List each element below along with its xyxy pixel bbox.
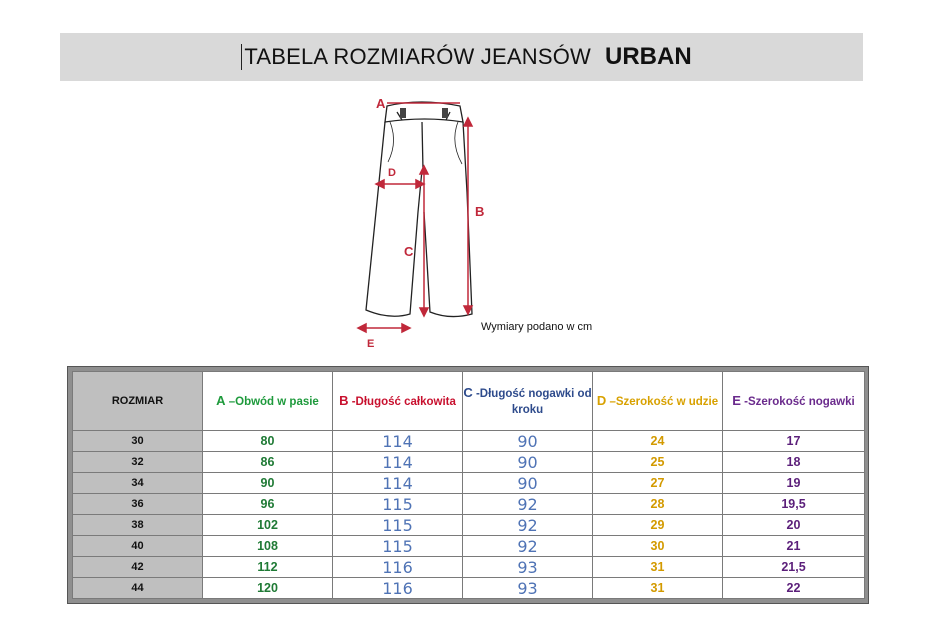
table-row	[73, 494, 865, 515]
table-row	[73, 557, 865, 578]
header-b-text: -Długość całkowita	[348, 395, 456, 408]
header-d-text: –Szerokość w udzie	[606, 395, 719, 408]
cell-size: 44	[73, 578, 203, 599]
jeans-outline	[366, 102, 472, 317]
cell-c: 90	[463, 473, 593, 494]
cell-e: 18	[723, 452, 865, 473]
header-e	[723, 372, 865, 431]
cell-size: 40	[73, 536, 203, 557]
cell-size: 38	[73, 515, 203, 536]
table-row	[73, 515, 865, 536]
cell-a: 80	[203, 431, 333, 452]
table-row	[73, 431, 865, 452]
header-c-letter: C	[463, 384, 473, 400]
cell-d: 31	[593, 578, 723, 599]
cell-e: 19	[723, 473, 865, 494]
table-row	[73, 536, 865, 557]
cell-a: 90	[203, 473, 333, 494]
header-rozmiar: ROZMIAR	[73, 372, 203, 431]
cell-a: 96	[203, 494, 333, 515]
header-d	[593, 372, 723, 431]
header-a	[203, 372, 333, 431]
brand-name: URBAN	[604, 43, 692, 70]
cell-a: 112	[203, 557, 333, 578]
cell-a: 108	[203, 536, 333, 557]
cell-a: 102	[203, 515, 333, 536]
cell-c: 93	[463, 578, 593, 599]
cell-c: 93	[463, 557, 593, 578]
label-d: D	[388, 167, 396, 179]
header-c-text: -Długość nogawki od kroku	[472, 387, 592, 416]
label-a: A	[376, 96, 386, 111]
header-e-text: -Szerokość nogawki	[740, 395, 855, 408]
cell-size: 36	[73, 494, 203, 515]
cell-b: 116	[333, 578, 463, 599]
label-e: E	[367, 338, 375, 350]
cell-e: 20	[723, 515, 865, 536]
belt-loops	[400, 108, 448, 118]
cell-d: 28	[593, 494, 723, 515]
cell-c: 90	[463, 431, 593, 452]
cell-c: 92	[463, 536, 593, 557]
cell-b: 116	[333, 557, 463, 578]
cell-d: 30	[593, 536, 723, 557]
cell-c: 92	[463, 515, 593, 536]
cell-d: 25	[593, 452, 723, 473]
cell-c: 92	[463, 494, 593, 515]
cell-d: 24	[593, 431, 723, 452]
cell-b: 114	[333, 473, 463, 494]
cell-a: 86	[203, 452, 333, 473]
cell-b: 114	[333, 452, 463, 473]
table-row	[73, 473, 865, 494]
header-b	[333, 372, 463, 431]
header-b-letter: B	[339, 392, 349, 408]
table-row	[73, 578, 865, 599]
cell-b: 114	[333, 431, 463, 452]
cell-c: 90	[463, 452, 593, 473]
cell-e: 17	[723, 431, 865, 452]
cell-b: 115	[333, 494, 463, 515]
cell-b: 115	[333, 515, 463, 536]
header-e-letter: E	[732, 392, 741, 408]
cell-e: 21,5	[723, 557, 865, 578]
cell-e: 21	[723, 536, 865, 557]
cell-d: 29	[593, 515, 723, 536]
cell-size: 32	[73, 452, 203, 473]
cell-size: 30	[73, 431, 203, 452]
label-c: C	[404, 244, 414, 259]
header-d-letter: D	[596, 392, 607, 408]
units-note: Wymiary podano w cm	[481, 321, 593, 333]
cell-d: 31	[593, 557, 723, 578]
title-bar	[60, 33, 863, 81]
cell-e: 22	[723, 578, 865, 599]
cell-e: 19,5	[723, 494, 865, 515]
header-a-text: –Obwód w pasie	[225, 395, 319, 408]
header-c	[463, 372, 593, 431]
cell-a: 120	[203, 578, 333, 599]
label-b: B	[475, 204, 485, 219]
table-row	[73, 452, 865, 473]
cell-d: 27	[593, 473, 723, 494]
cell-b: 115	[333, 536, 463, 557]
jeans-illustration	[350, 92, 510, 352]
size-table-frame	[67, 366, 869, 604]
table-header-row	[73, 372, 865, 431]
size-table	[72, 371, 865, 599]
jeans-measurement-diagram	[350, 92, 510, 352]
cell-size: 34	[73, 473, 203, 494]
header-a-letter: A	[216, 392, 226, 408]
page-title: TABELA ROZMIARÓW JEANSÓW	[241, 44, 591, 70]
cell-size: 42	[73, 557, 203, 578]
